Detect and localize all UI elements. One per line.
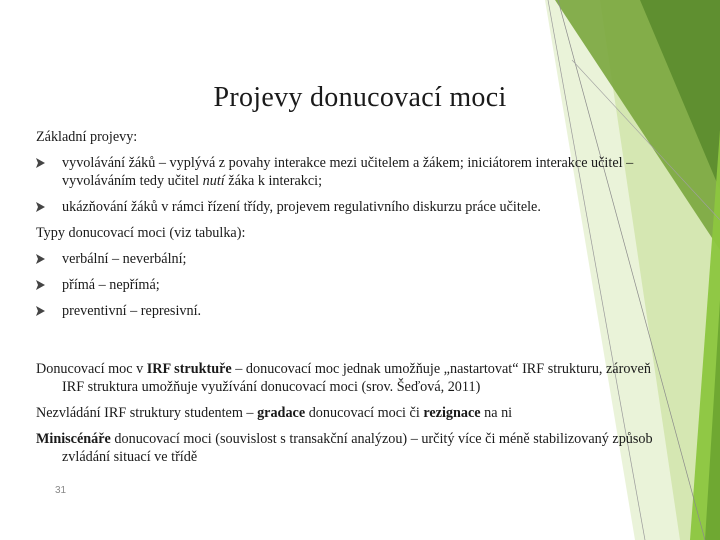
arrow-bullet-icon — [36, 254, 45, 264]
list-item: vyvolávání žáků – vyplývá z povahy interakce mezi učitelem a žákem; iniciátorem interakce učitel – vyvoláváním tedy učitel nutí žáka k interakci; — [36, 154, 676, 190]
paragraph-irf-failure: Nezvládání IRF struktury studentem – gradace donucovací moci či rezignace na ni — [36, 405, 513, 421]
arrow-bullet-icon — [36, 202, 45, 212]
arrow-bullet-icon — [36, 306, 45, 316]
types-label: Typy donucovací moci (viz tabulka): — [36, 225, 246, 241]
arrow-bullet-icon — [36, 280, 45, 290]
slide-content — [36, 128, 676, 474]
paragraph-miniscenarios: Miniscénáře donucovací moci (souvislost s transakční analýzou) – určitý více či méně stabilizovaný způsob zvládání situací ve třídě — [36, 431, 653, 465]
paragraph-irf-structure: Donucovací moc v IRF struktuře – donucovací moc jednak umožňuje „nastartovat“ IRF strukturu, zároveň IRF struktura umožňuje využívání donucovací moci (srov. Šeďová, 2011) — [36, 361, 651, 395]
list-item: preventivní – represivní. — [36, 302, 676, 320]
intro-label: Základní projevy: — [36, 129, 138, 145]
list-item: ukázňování žáků v rámci řízení třídy, projevem regulativního diskurzu práce učitele. — [36, 198, 676, 216]
list-item: verbální – neverbální; — [36, 250, 676, 268]
arrow-bullet-icon — [36, 158, 45, 168]
list-item: přímá – nepřímá; — [36, 276, 676, 294]
slide-title: Projevy donucovací moci — [213, 82, 507, 113]
slide-number: 31 — [55, 485, 67, 496]
